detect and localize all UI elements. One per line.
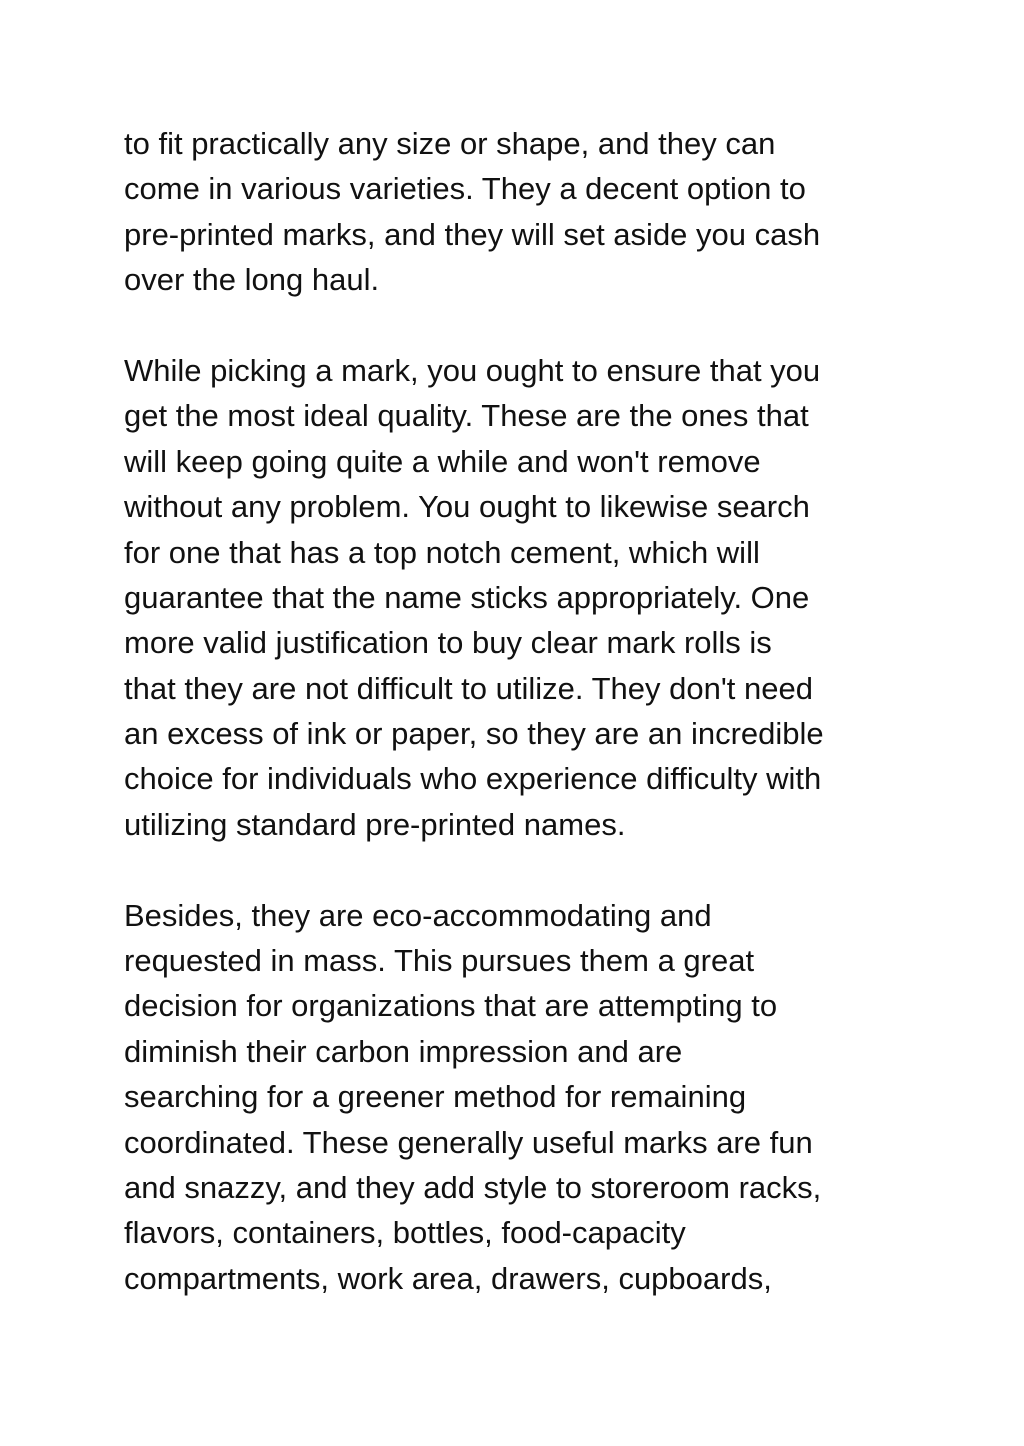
text-line: searching for a greener method for remaining bbox=[124, 1079, 747, 1115]
text-line: to fit practically any size or shape, and they can bbox=[124, 126, 776, 161]
document-page bbox=[124, 121, 924, 1301]
text-line: get the most ideal quality. These are the ones that bbox=[124, 398, 809, 434]
text-line: will keep going quite a while and won't remove bbox=[124, 443, 761, 479]
paragraph-1 bbox=[124, 121, 924, 303]
text-line: coordinated. These generally useful marks are fun bbox=[124, 1124, 813, 1160]
text-line: for one that has a top notch cement, which will bbox=[124, 534, 760, 570]
text-line: over the long haul. bbox=[124, 262, 380, 298]
paragraph-3 bbox=[124, 893, 924, 1302]
paragraph-2 bbox=[124, 348, 924, 847]
text-line: utilizing standard pre-printed names. bbox=[124, 806, 626, 842]
text-line: an excess of ink or paper, so they are an incredible bbox=[124, 716, 824, 752]
text-line: without any problem. You ought to likewise search bbox=[124, 489, 810, 525]
text-line: diminish their carbon impression and are bbox=[124, 1033, 683, 1069]
text-line: guarantee that the name sticks appropriately. One bbox=[124, 579, 810, 615]
text-line: Besides, they are eco-accommodating and bbox=[124, 897, 712, 933]
text-line: decision for organizations that are attempting to bbox=[124, 988, 778, 1024]
text-line: choice for individuals who experience difficulty with bbox=[124, 761, 822, 797]
text-line: come in various varieties. They a decent option to bbox=[124, 171, 806, 207]
text-line: and snazzy, and they add style to storeroom racks, bbox=[124, 1169, 822, 1205]
text-line: requested in mass. This pursues them a great bbox=[124, 943, 755, 979]
text-line: pre-printed marks, and they will set aside you cash bbox=[124, 216, 821, 252]
text-line: more valid justification to buy clear mark rolls is bbox=[124, 625, 772, 661]
text-line: flavors, containers, bottles, food-capacity bbox=[124, 1215, 686, 1251]
text-line: While picking a mark, you ought to ensure that you bbox=[124, 352, 821, 388]
text-line: compartments, work area, drawers, cupboards, bbox=[124, 1260, 772, 1296]
text-line: that they are not difficult to utilize. They don't need bbox=[124, 670, 813, 706]
